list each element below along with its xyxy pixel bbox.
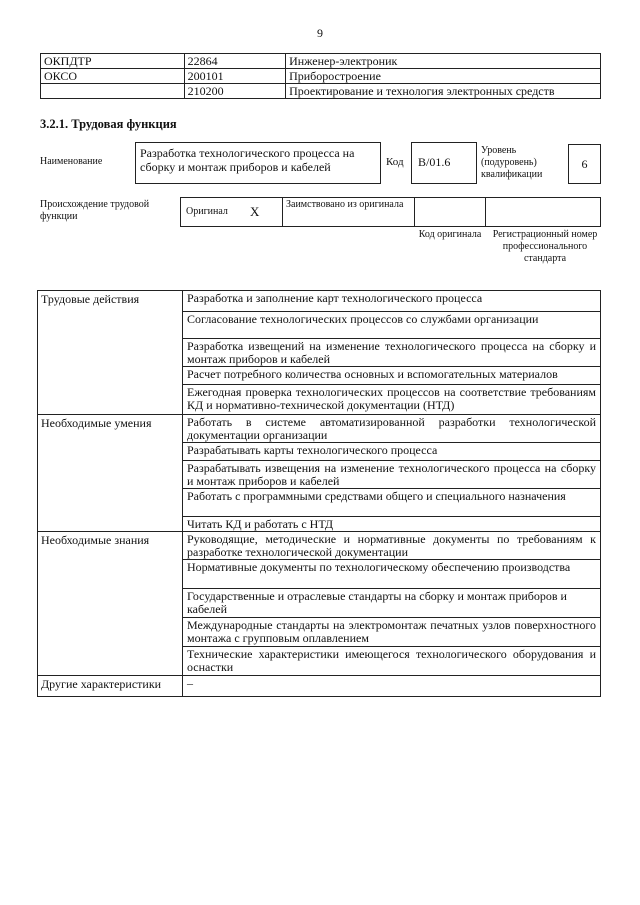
item-text: Расчет потребного количества основных и вспомогательных материалов (183, 367, 601, 385)
category-label: Необходимые знания (38, 532, 183, 676)
level-label: Уровень (подуровень) квалификации (481, 145, 543, 180)
table-row (38, 532, 601, 560)
origin-label: Происхождение трудовой функции (40, 199, 150, 222)
classifier-row (41, 69, 601, 84)
item-text: Нормативные документы по технологическому обеспечению производства (183, 560, 601, 589)
function-name-value: Разработка технологического процесса на сборку и монтаж приборов и кабелей (140, 146, 355, 174)
item-text: Разработка извещений на изменение технологического процесса на сборку и монтаж приборов и кабелей (183, 339, 601, 367)
original-mark: X (250, 204, 260, 219)
code-label: Код (386, 156, 404, 168)
item-text: Технические характеристики имеющегося технологического оборудования и оснастки (183, 647, 601, 676)
origin-divider-1 (282, 197, 283, 227)
table-row (38, 291, 601, 312)
origin-divider-2 (414, 197, 415, 227)
classifier-name: Проектирование и технология электронных средств (286, 84, 601, 99)
function-name-box (135, 142, 381, 184)
level-box (568, 144, 601, 184)
classifier-code: 22864 (184, 54, 285, 69)
section-title: 3.2.1. Трудовая функция (40, 117, 177, 131)
item-text: Международные стандарты на электромонтаж печатных узлов поверхностного монтажа с групповым оплавлением (183, 618, 601, 647)
item-text: Работать с программными средствами общего и специального назначения (183, 489, 601, 517)
classifier-name: Инженер-электроник (286, 54, 601, 69)
category-label: Другие характеристики (38, 676, 183, 697)
item-text: Разработка и заполнение карт технологического процесса (183, 291, 601, 312)
classifier-code: 200101 (184, 69, 285, 84)
table-row (38, 676, 601, 697)
category-label: Трудовые действия (38, 291, 183, 415)
original-label: Оригинал (186, 206, 228, 217)
classifier-table (40, 53, 601, 99)
level-value: 6 (581, 157, 588, 171)
code-box (411, 142, 477, 184)
classifier-name: Приборостроение (286, 69, 601, 84)
item-text: Разрабатывать карты технологического процесса (183, 443, 601, 461)
reg-number-label: Регистрационный номер профессионального стандарта (492, 229, 598, 264)
competency-table (37, 290, 601, 697)
classifier-code: 210200 (184, 84, 285, 99)
code-original-label: Код оригинала (418, 229, 482, 240)
item-text: Ежегодная проверка технологических процессов на соответствие требованиям КД и нормативно-технической документации (НТД) (183, 385, 601, 415)
page-number: 9 (317, 26, 323, 40)
classifier-system (41, 84, 185, 99)
classifier-row (41, 54, 601, 69)
origin-divider-3 (485, 197, 486, 227)
table-row (38, 415, 601, 443)
item-text: Работать в системе автоматизированной разработки технологической документации организации (183, 415, 601, 443)
classifier-row (41, 84, 601, 99)
classifier-system: ОКПДТР (41, 54, 185, 69)
name-label: Наименование (40, 156, 103, 167)
category-label: Необходимые умения (38, 415, 183, 532)
item-text: – (183, 676, 601, 697)
borrowed-label: Заимствовано из оригинала (286, 199, 404, 210)
item-text: Согласование технологических процессов со службами организации (183, 312, 601, 339)
item-text: Руководящие, методические и нормативные документы по требованиям к разработке технологической документации (183, 532, 601, 560)
item-text: Государственные и отраслевые стандарты на сборку и монтаж приборов и кабелей (183, 589, 601, 618)
item-text: Разрабатывать извещения на изменение технологического процесса на сборку и монтаж приборов и кабелей (183, 461, 601, 489)
classifier-system: ОКСО (41, 69, 185, 84)
item-text: Читать КД и работать с НТД (183, 517, 601, 532)
code-value: B/01.6 (418, 155, 451, 169)
